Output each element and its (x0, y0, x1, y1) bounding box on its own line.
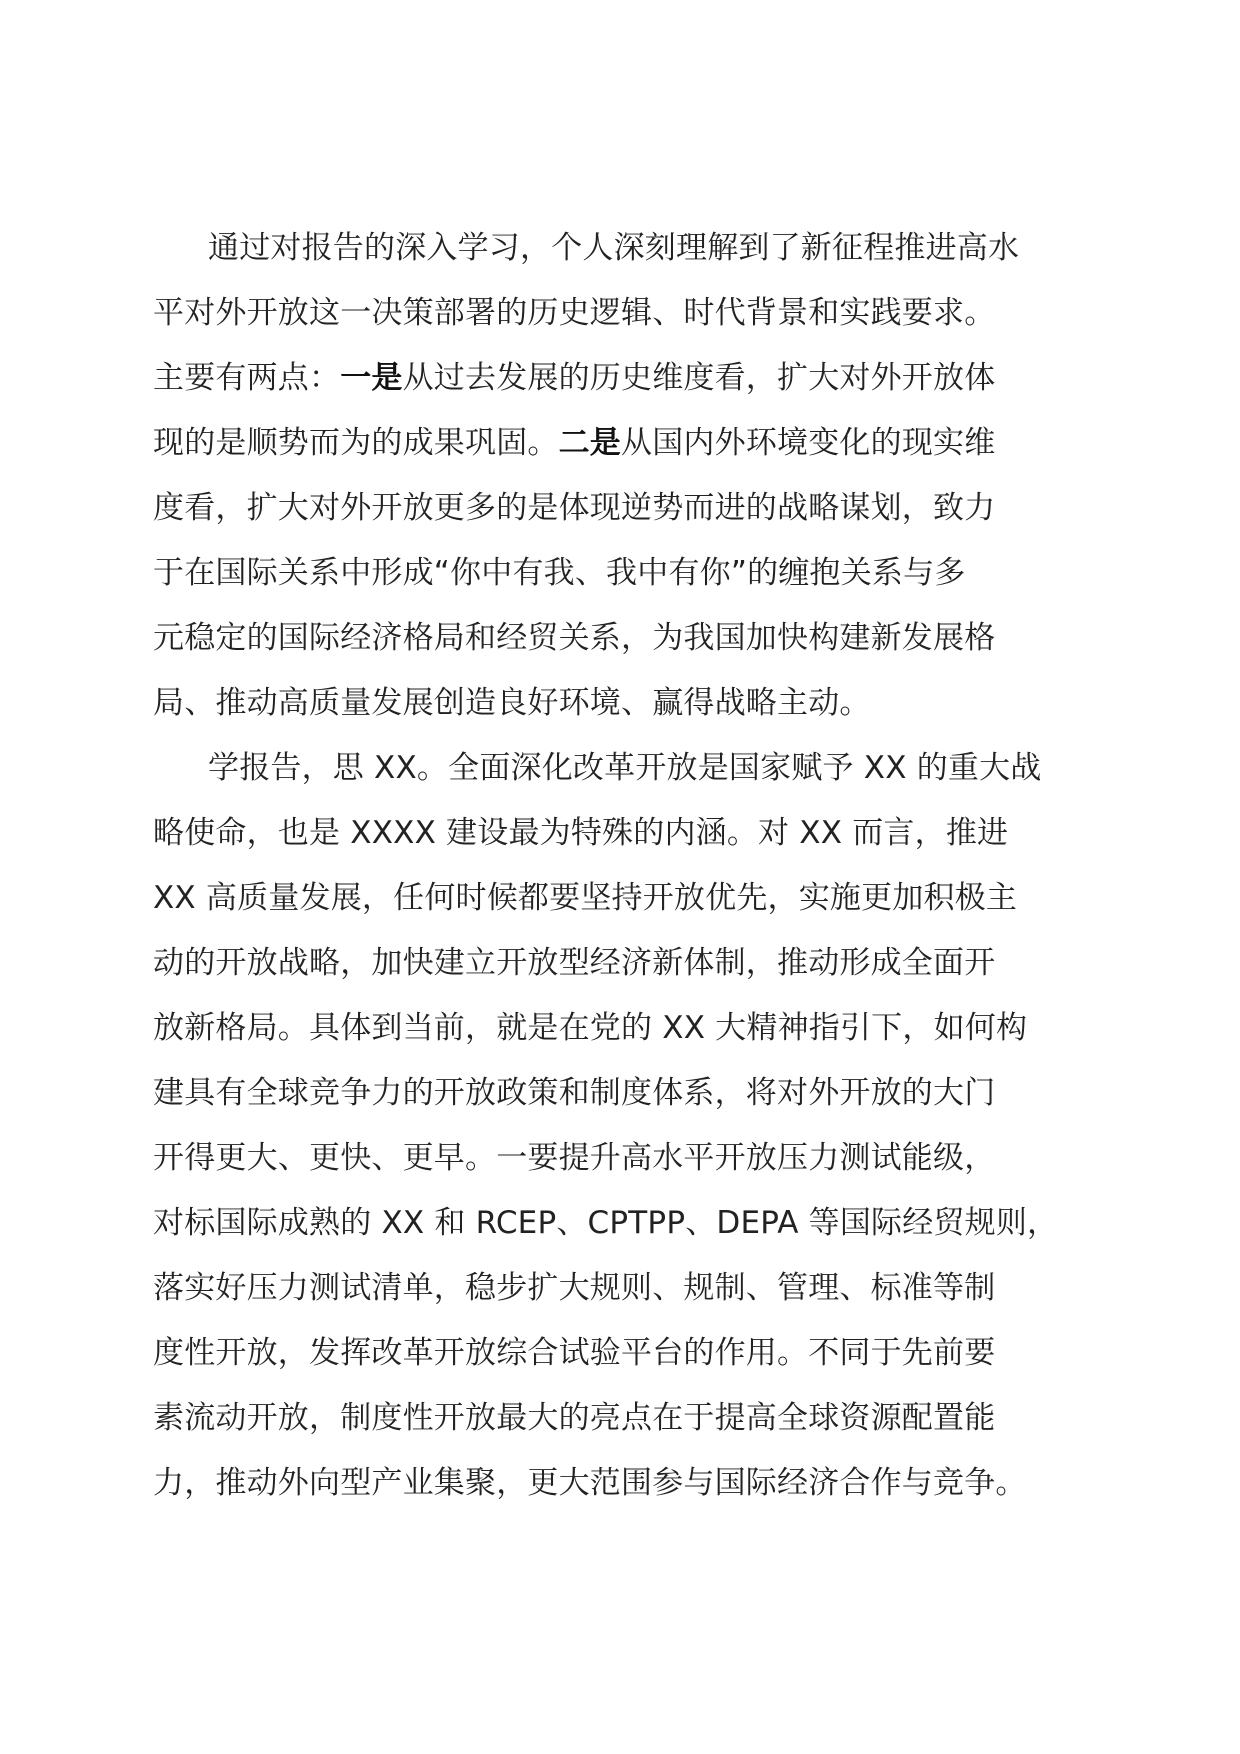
paragraph-line: 通过对报告的深入学习，个人深刻理解到了新征程推进高水 (208, 230, 1020, 266)
paragraph-line: 局、推动高质量发展创造良好环境、赢得战略主动。 (153, 685, 871, 721)
paragraph-line: 元稳定的国际经济格局和经贸关系，为我国加快构建新发展格 (153, 620, 996, 656)
paragraph-line: 开得更大、更快、更早。一要提升高水平开放压力测试能级， (153, 1140, 996, 1176)
paragraph-2 (153, 736, 1093, 1516)
text-run: 从过去发展的历史维度看，扩大对外开放体 (402, 360, 996, 396)
paragraph-line: 素流动开放，制度性开放最大的亮点在于提高全球资源配置能 (153, 1400, 996, 1436)
paragraph-line (153, 346, 1093, 411)
paragraph-line: 落实好压力测试清单，稳步扩大规则、规制、管理、标准等制 (153, 1270, 996, 1306)
paragraph-line: 度性开放，发挥改革开放综合试验平台的作用。不同于先前要 (153, 1335, 996, 1371)
text-run: 主要有两点： (153, 360, 341, 396)
bold-marker: 二是 (558, 425, 622, 461)
paragraph-line: XX 高质量发展，任何时候都要坚持开放优先，实施更加积极主 (153, 880, 1018, 916)
paragraph-line: 对标国际成熟的 XX 和 RCEP、CPTPP、DEPA 等国际经贸规则， (153, 1205, 1059, 1241)
text-run: 从国内外环境变化的现实维 (621, 425, 996, 461)
paragraph-1 (153, 216, 1093, 736)
paragraph-line: 平对外开放这一决策部署的历史逻辑、时代背景和实践要求。 (153, 295, 996, 331)
paragraph-line: 放新格局。具体到当前，就是在党的 XX 大精神指引下，如何构 (153, 1010, 1028, 1046)
bold-marker: 一是 (340, 360, 403, 396)
paragraph-line: 学报告，思 XX。全面深化改革开放是国家赋予 XX 的重大战 (208, 750, 1042, 786)
paragraph-line: 度看，扩大对外开放更多的是体现逆势而进的战略谋划，致力 (153, 490, 996, 526)
paragraph-line: 动的开放战略，加快建立开放型经济新体制，推动形成全面开 (153, 945, 996, 981)
paragraph-line (153, 411, 1093, 476)
paragraph-line: 于在国际关系中形成“你中有我、我中有你”的缠抱关系与多 (153, 555, 966, 591)
paragraph-line: 略使命，也是 XXXX 建设最为特殊的内涵。对 XX 而言，推进 (153, 815, 1009, 851)
document-body (153, 216, 1093, 1516)
paragraph-line: 力，推动外向型产业集聚，更大范围参与国际经济合作与竞争。 (153, 1465, 1027, 1501)
text-run: 现的是顺势而为的成果巩固。 (153, 425, 559, 461)
paragraph-line: 建具有全球竞争力的开放政策和制度体系，将对外开放的大门 (153, 1075, 996, 1111)
